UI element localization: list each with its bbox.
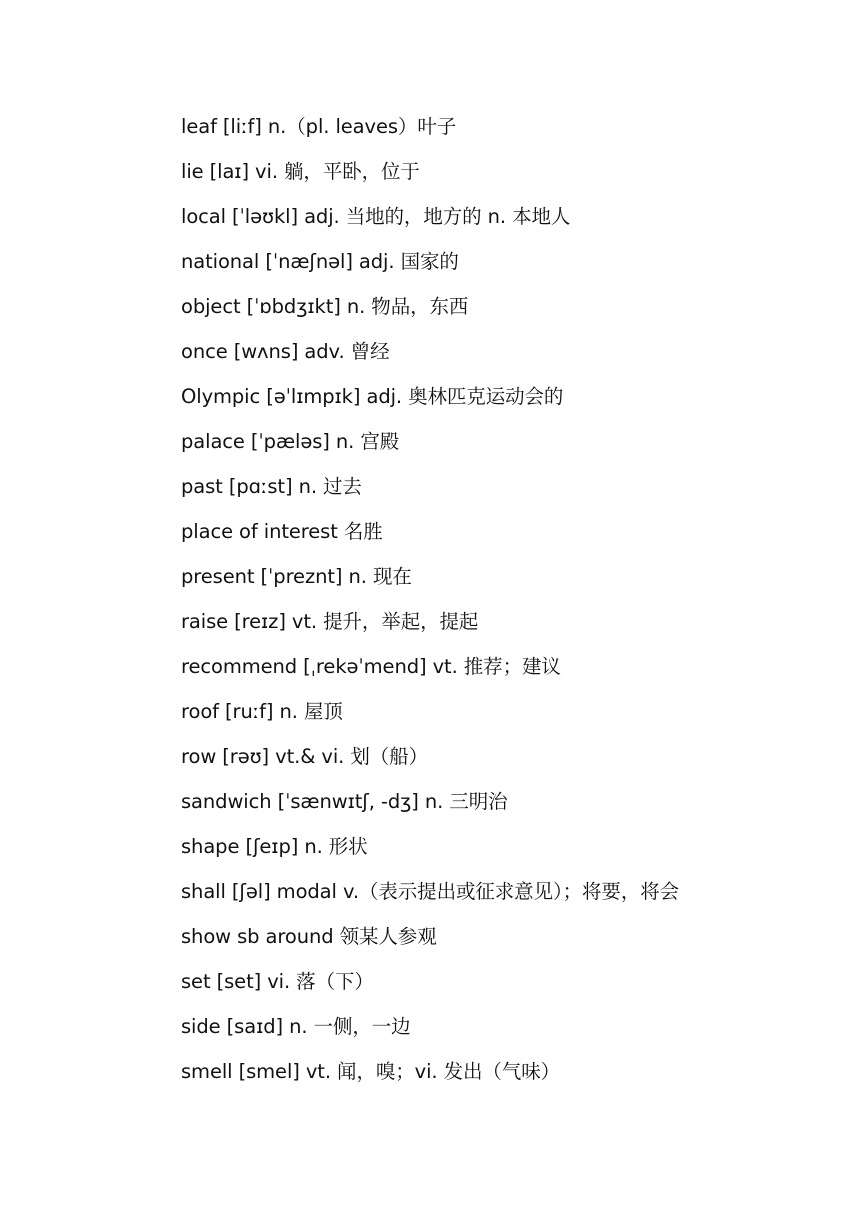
vocab-entry: lie [laɪ] vi. 躺，平卧，位于 — [181, 160, 420, 183]
vocab-entry: smell [smel] vt. 闻，嗅；vi. 发出（气味） — [181, 1060, 561, 1083]
vocab-entry: local [ˈləʊkl] adj. 当地的，地方的 n. 本地人 — [181, 205, 571, 228]
vocab-entry: shape [ʃeɪp] n. 形状 — [181, 835, 368, 858]
vocab-entry: object [ˈɒbdʒɪkt] n. 物品，东西 — [181, 295, 469, 318]
vocab-entry: show sb around 领某人参观 — [181, 925, 437, 948]
vocab-entry: row [rəʊ] vt.& vi. 划（船） — [181, 745, 428, 768]
vocab-entry: raise [reɪz] vt. 提升，举起，提起 — [181, 610, 479, 633]
vocab-entry: leaf [liːf] n.（pl. leaves）叶子 — [181, 115, 457, 138]
vocabulary-list — [181, 108, 679, 1098]
vocab-entry: once [wʌns] adv. 曾经 — [181, 340, 390, 363]
vocab-entry: sandwich [ˈsænwɪtʃ, -dʒ] n. 三明治 — [181, 790, 508, 813]
vocab-entry: roof [ruːf] n. 屋顶 — [181, 700, 343, 723]
vocab-entry: palace [ˈpæləs] n. 宫殿 — [181, 430, 400, 453]
vocab-entry: Olympic [əˈlɪmpɪk] adj. 奥林匹克运动会的 — [181, 385, 564, 408]
vocab-entry: shall [ʃəl] modal v.（表示提出或征求意见）；将要，将会 — [181, 880, 680, 903]
vocab-entry: place of interest 名胜 — [181, 520, 383, 543]
vocab-entry: set [set] vi. 落（下） — [181, 970, 374, 993]
vocab-entry: present [ˈpreznt] n. 现在 — [181, 565, 412, 588]
vocab-entry: past [pɑːst] n. 过去 — [181, 475, 362, 498]
vocab-entry: side [saɪd] n. 一侧，一边 — [181, 1015, 411, 1038]
vocab-entry: recommend [ˌrekəˈmend] vt. 推荐；建议 — [181, 655, 561, 678]
vocab-entry: national [ˈnæʃnəl] adj. 国家的 — [181, 250, 459, 273]
